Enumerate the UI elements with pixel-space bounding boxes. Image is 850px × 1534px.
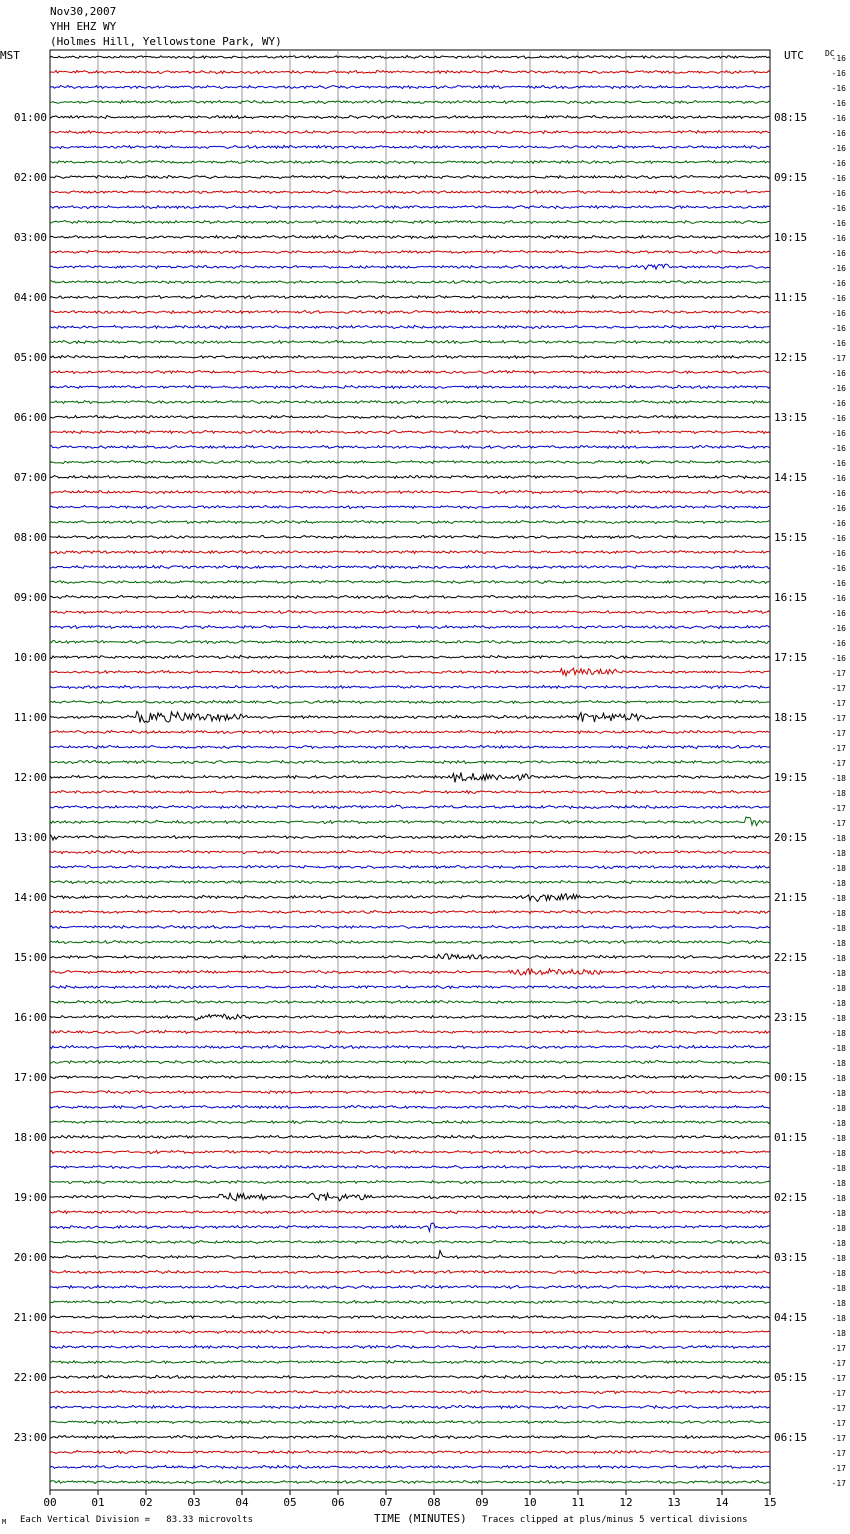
left-hour-label: 01:00 [13,111,47,124]
dc-offset-label: -18 [831,1149,846,1158]
seismic-trace [50,1060,770,1063]
seismic-trace [50,115,770,118]
dc-offset-label: -16 [831,369,846,378]
seismic-trace [50,880,770,883]
seismic-trace [50,610,770,613]
seismic-trace [50,1270,770,1273]
x-tick-label: 14 [715,1496,729,1509]
right-hour-label: 14:15 [774,471,808,484]
dc-offset-label: -17 [831,1419,846,1428]
right-hour-label: 15:15 [774,531,808,544]
seismic-trace [50,791,770,794]
dc-offset-label: -17 [831,819,846,828]
left-hour-label: 20:00 [13,1251,47,1264]
seismic-trace [50,295,770,298]
x-tick-label: 12 [619,1496,633,1509]
dc-offset-label: -17 [831,729,846,738]
right-hour-label: 01:15 [774,1131,808,1144]
seismic-trace [50,1481,770,1484]
seismic-trace [50,941,770,944]
seismic-trace [50,1045,770,1048]
left-hour-label: 04:00 [13,291,47,304]
dc-offset-label: -16 [831,264,846,273]
dc-offset-label: -18 [831,849,846,858]
seismic-trace [50,161,770,164]
right-hour-label: 22:15 [774,951,808,964]
x-tick-label: 03 [187,1496,201,1509]
dc-offset-label: -18 [831,789,846,798]
dc-offset-label: -18 [831,1044,846,1053]
seismic-trace [50,1151,770,1154]
seismic-trace [50,1375,770,1378]
x-tick-label: 06 [331,1496,345,1509]
dc-offset-label: -18 [831,834,846,843]
right-hour-label: 09:15 [774,171,808,184]
seismic-trace [50,491,770,494]
seismic-trace [50,1241,770,1244]
trace-lines [50,56,770,1484]
dc-offset-label: -16 [831,234,846,243]
seismic-trace [50,1091,770,1094]
dc-offset-label: -18 [831,774,846,783]
left-hour-label: 12:00 [13,771,47,784]
right-hour-label: 06:15 [774,1431,808,1444]
dc-offset-label: -16 [831,384,846,393]
seismic-trace [50,416,770,419]
dc-offset-label: -17 [831,744,846,753]
seismic-trace [50,1450,770,1453]
seismic-trace [50,235,770,238]
dc-offset-label: -16 [831,204,846,213]
seismic-trace [50,521,770,524]
seismic-trace [50,56,770,59]
dc-offset-label: -16 [831,339,846,348]
seismic-trace [50,760,770,763]
dc-offset-label: -18 [831,1164,846,1173]
dc-offset-label: -18 [831,1119,846,1128]
x-tick-label: 13 [667,1496,681,1509]
seismic-trace [50,1135,770,1138]
seismic-trace [50,1075,770,1078]
left-hour-label: 23:00 [13,1431,47,1444]
seismic-trace [50,1000,770,1003]
x-tick-label: 11 [571,1496,585,1509]
seismic-trace [50,1014,770,1020]
dc-offset-label: -17 [831,1449,846,1458]
dc-offset-label: -17 [831,1374,846,1383]
seismic-trace [50,668,770,676]
plot-date: Nov30,2007 [50,5,117,18]
seismic-trace [50,70,770,73]
dc-offset-label: -16 [831,294,846,303]
seismic-trace [50,866,770,869]
seismic-trace [50,1391,770,1394]
seismic-trace [50,1345,770,1348]
left-hour-label: 10:00 [13,651,47,664]
x-tick-label: 09 [475,1496,489,1509]
dc-offset-label: -18 [831,909,846,918]
seismic-trace [50,475,770,478]
seismic-trace [50,1181,770,1184]
left-hour-label: 15:00 [13,951,47,964]
left-hour-label: 05:00 [13,351,47,364]
x-tick-label: 08 [427,1496,441,1509]
dc-offset-label: -16 [831,474,846,483]
dc-offset-label: -16 [831,639,846,648]
dc-offset-label: -18 [831,1104,846,1113]
left-hour-label: 14:00 [13,891,47,904]
seismic-trace [50,625,770,628]
dc-offset-labels [832,54,847,1488]
seismic-trace [50,1223,770,1231]
seismic-trace [50,145,770,148]
scale-note: Each Vertical Division = 83.33 microvolts [20,1515,253,1525]
right-hour-label: 00:15 [774,1071,808,1084]
dc-offset-label: -17 [831,1344,846,1353]
dc-offset-label: -18 [831,1299,846,1308]
seismic-trace [50,595,770,598]
right-timezone: UTC [784,49,804,62]
seismic-trace [50,1211,770,1214]
dc-offset-label: -16 [831,534,846,543]
seismic-trace [50,506,770,509]
dc-offset-label: -16 [831,504,846,513]
dc-offset-label: -16 [831,84,846,93]
dc-offset-label: -17 [831,759,846,768]
dc-offset-label: -17 [831,669,846,678]
left-hour-label: 17:00 [13,1071,47,1084]
seismic-trace [50,746,770,749]
seismic-trace [50,190,770,193]
seismic-trace [50,1251,770,1259]
seismic-trace [50,910,770,913]
dc-offset-label: -18 [831,1254,846,1263]
seismic-trace [50,310,770,313]
seismic-trace [50,580,770,583]
dc-offset-label: -18 [831,1059,846,1068]
dc-offset-label: -16 [831,429,846,438]
right-hour-label: 23:15 [774,1011,808,1024]
dc-offset-label: -17 [831,1479,846,1488]
dc-offset-label: -18 [831,1089,846,1098]
seismic-trace [50,969,770,976]
seismic-trace [50,176,770,179]
dc-offset-label: -17 [831,1389,846,1398]
dc-offset-label: -17 [831,804,846,813]
dc-offset-label: -16 [831,174,846,183]
seismic-trace [50,655,770,658]
seismic-trace [50,86,770,89]
dc-offset-label: -16 [831,444,846,453]
seismic-trace [50,851,770,854]
station-code: YHH EHZ WY [50,20,117,33]
dc-offset-label: -18 [831,1329,846,1338]
seismic-trace [50,325,770,328]
right-hour-label: 20:15 [774,831,808,844]
dc-offset-label: -16 [831,114,846,123]
left-hour-label: 03:00 [13,231,47,244]
seismic-trace [50,641,770,644]
seismic-trace [50,835,770,841]
dc-offset-label: -17 [831,1404,846,1413]
dc-offset-label: -16 [831,279,846,288]
seismic-trace [50,264,770,269]
seismic-trace [50,430,770,433]
dc-offset-label: -18 [831,1224,846,1233]
seismic-trace [50,536,770,539]
seismic-trace [50,1360,770,1363]
seismic-trace [50,1120,770,1123]
x-tick-label: 10 [523,1496,537,1509]
right-hour-label: 13:15 [774,411,808,424]
dc-offset-label: -18 [831,1179,846,1188]
seismic-trace [50,1406,770,1409]
left-hour-label: 16:00 [13,1011,47,1024]
left-timezone: MST [0,49,20,62]
left-hour-label: 21:00 [13,1311,47,1324]
dc-offset-label: -18 [831,1134,846,1143]
seismic-trace [50,250,770,253]
dc-offset-label: -18 [831,924,846,933]
dc-offset-label: -16 [831,624,846,633]
seismic-trace [50,1300,770,1303]
dc-offset-label: -16 [831,519,846,528]
right-hour-label: 05:15 [774,1371,808,1384]
dc-offset-label: -16 [831,459,846,468]
dc-offset-label: -17 [831,1434,846,1443]
dc-offset-label: -18 [831,984,846,993]
seismic-trace [50,400,770,403]
seismic-trace [50,711,770,722]
seismic-trace [50,461,770,464]
dc-offset-label: -16 [831,129,846,138]
left-hour-label: 18:00 [13,1131,47,1144]
clip-note: Traces clipped at plus/minus 5 vertical divisions [482,1515,748,1525]
dc-offset-label: -16 [831,609,846,618]
seismic-trace [50,986,770,989]
dc-offset-label: -16 [831,144,846,153]
left-hour-label: 08:00 [13,531,47,544]
dc-offset-label: -16 [831,219,846,228]
seismic-trace [50,280,770,283]
dc-offset-label: -18 [831,969,846,978]
dc-offset-label: -16 [831,309,846,318]
right-hour-label: 16:15 [774,591,808,604]
seismic-trace [50,1331,770,1334]
dc-offset-label: -16 [831,69,846,78]
station-location: (Holmes Hill, Yellowstone Park, WY) [50,35,282,48]
right-hour-label: 02:15 [774,1191,808,1204]
dc-offset-label: -17 [831,1464,846,1473]
seismic-trace [50,1315,770,1318]
left-hour-label: 19:00 [13,1191,47,1204]
seismic-trace [50,206,770,209]
seismic-trace [50,1105,770,1108]
dc-offset-label: -17 [831,714,846,723]
dc-offset-label: -18 [831,1314,846,1323]
x-tick-label: 04 [235,1496,249,1509]
seismic-trace [50,925,770,928]
right-hour-label: 08:15 [774,111,808,124]
dc-offset-label: -16 [831,549,846,558]
dc-offset-label: -16 [831,159,846,168]
dc-offset-label: -16 [831,99,846,108]
scale-mark: M [2,1518,7,1526]
seismic-trace [50,817,770,826]
dc-offset-label: -16 [831,189,846,198]
dc-offset-label: -18 [831,1074,846,1083]
x-tick-label: 07 [379,1496,393,1509]
x-tick-label: 02 [139,1496,153,1509]
seismic-trace [50,100,770,103]
dc-offset-label: -16 [831,324,846,333]
dc-offset-label: -18 [831,1239,846,1248]
right-hour-label: 11:15 [774,291,808,304]
dc-offset-label: -16 [831,579,846,588]
seismic-trace [50,894,770,902]
dc-offset-label: -18 [831,999,846,1008]
seismic-trace [50,340,770,343]
x-tick-label: 01 [91,1496,105,1509]
dc-offset-label: -16 [831,594,846,603]
x-tick-label: 15 [763,1496,777,1509]
seismic-trace [50,1421,770,1424]
seismic-trace [50,355,770,358]
dc-offset-label: -18 [831,1014,846,1023]
seismic-trace [50,551,770,554]
dc-offset-label: -16 [831,489,846,498]
dc-offset-label: -18 [831,939,846,948]
seismic-trace [50,1435,770,1438]
dc-offset-label: -18 [831,1209,846,1218]
left-hour-label: 07:00 [13,471,47,484]
dc-offset-label: -18 [831,954,846,963]
right-hour-label: 12:15 [774,351,808,364]
left-hour-label: 06:00 [13,411,47,424]
dc-header: DC [825,49,835,58]
right-hour-label: 04:15 [774,1311,808,1324]
dc-offset-label: -18 [831,1284,846,1293]
x-axis [43,1490,776,1509]
dc-offset-label: -18 [831,1269,846,1278]
dc-offset-label: -17 [831,354,846,363]
dc-offset-label: -18 [831,864,846,873]
dc-offset-label: -16 [831,564,846,573]
right-hour-label: 10:15 [774,231,808,244]
right-hour-label: 19:15 [774,771,808,784]
seismic-trace [50,1030,770,1033]
left-hour-label: 11:00 [13,711,47,724]
dc-offset-label: -18 [831,1194,846,1203]
seismic-trace [50,1193,770,1201]
seismic-trace [50,131,770,134]
left-hour-label: 09:00 [13,591,47,604]
seismic-trace [50,1166,770,1169]
dc-offset-label: -16 [831,249,846,258]
dc-offset-label: -18 [831,879,846,888]
seismic-trace [50,445,770,448]
dc-offset-label: -18 [831,1029,846,1038]
seismic-trace [50,1465,770,1468]
x-tick-label: 05 [283,1496,297,1509]
seismic-trace [50,685,770,688]
seismic-trace [50,385,770,388]
right-hour-label: 21:15 [774,891,808,904]
seismic-trace [50,805,770,809]
right-hour-label: 03:15 [774,1251,808,1264]
right-hour-label: 17:15 [774,651,808,664]
dc-offset-label: -18 [831,894,846,903]
right-hour-label: 18:15 [774,711,808,724]
left-hour-label: 02:00 [13,171,47,184]
hour-labels [14,111,807,1444]
seismic-trace [50,700,770,703]
x-tick-label: 00 [43,1496,57,1509]
dc-offset-label: -17 [831,684,846,693]
dc-offset-label: -16 [831,414,846,423]
seismic-trace [50,773,770,783]
left-hour-label: 13:00 [13,831,47,844]
dc-offset-label: -16 [831,654,846,663]
seismic-trace [50,1285,770,1288]
dc-offset-label: -16 [831,54,846,63]
x-axis-label: TIME (MINUTES) [374,1512,467,1525]
seismic-trace [50,370,770,373]
seismic-trace [50,220,770,223]
dc-offset-label: -16 [831,399,846,408]
seismic-trace [50,730,770,733]
seismic-trace [50,565,770,568]
left-hour-label: 22:00 [13,1371,47,1384]
dc-offset-label: -17 [831,699,846,708]
seismic-trace [50,954,770,960]
dc-offset-label: -17 [831,1359,846,1368]
